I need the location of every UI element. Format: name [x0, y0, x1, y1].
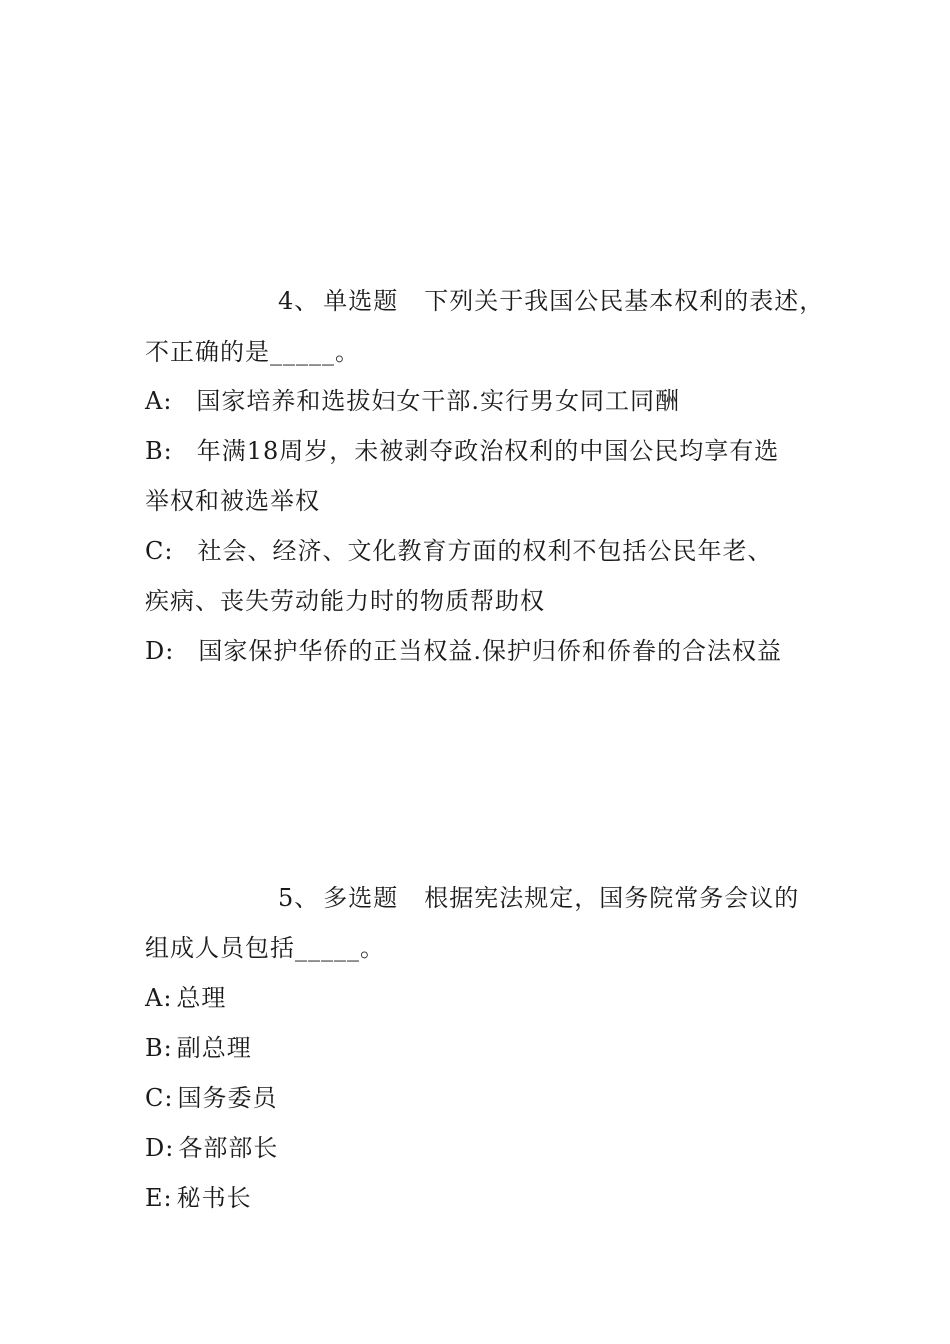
question-5-header [145, 883, 799, 913]
question-stem: 下列关于我国公民基本权利的表述， [424, 287, 825, 315]
question-stem: 根据宪法规定，国务院常务会议的 [424, 884, 800, 912]
question-4-option-d [145, 636, 782, 666]
question-4-stem-continued: 不正确的是_____。 [145, 338, 360, 366]
question-5-option-a [145, 983, 226, 1013]
option-key: B: [145, 437, 173, 465]
option-text: 秘书长 [176, 1184, 252, 1212]
option-key: A: [145, 984, 173, 1012]
option-key: D: [145, 1134, 175, 1162]
question-5-option-d [145, 1133, 278, 1163]
option-text: 总理 [176, 984, 227, 1012]
option-key: C: [145, 1084, 174, 1112]
option-key: D: [145, 637, 175, 665]
question-5-option-c [145, 1083, 277, 1113]
option-text: 各部部长 [178, 1134, 279, 1162]
question-4-header [145, 286, 824, 316]
question-5-option-b [145, 1033, 252, 1063]
option-text: 国家保护华侨的正当权益.保护归侨和侨眷的合法权益 [198, 637, 782, 665]
option-key: B: [145, 1034, 173, 1062]
question-4-option-a [145, 386, 680, 416]
question-number: 5、 [278, 884, 320, 912]
question-number: 4、 [278, 287, 320, 315]
question-4-option-b [145, 436, 779, 466]
question-4-option-c-continued: 疾病、丧失劳动能力时的物质帮助权 [145, 587, 545, 615]
option-key: E: [145, 1184, 173, 1212]
question-5-stem-continued: 组成人员包括_____。 [145, 934, 385, 962]
question-4-option-c [145, 536, 772, 566]
question-5-option-e [145, 1183, 252, 1213]
option-text: 社会、经济、文化教育方面的权利不包括公民年老、 [197, 537, 773, 565]
option-text: 国务委员 [177, 1084, 278, 1112]
option-text: 国家培养和选拔妇女干部.实行男女同工同酬 [196, 387, 681, 415]
option-key: C: [145, 537, 174, 565]
option-text: 年满18周岁，未被剥夺政治权利的中国公民均享有选 [196, 437, 780, 465]
option-key: A: [145, 387, 173, 415]
question-4-option-b-continued: 举权和被选举权 [145, 487, 320, 515]
option-text: 副总理 [176, 1034, 252, 1062]
question-type: 单选题 [323, 287, 399, 315]
question-type: 多选题 [323, 884, 399, 912]
